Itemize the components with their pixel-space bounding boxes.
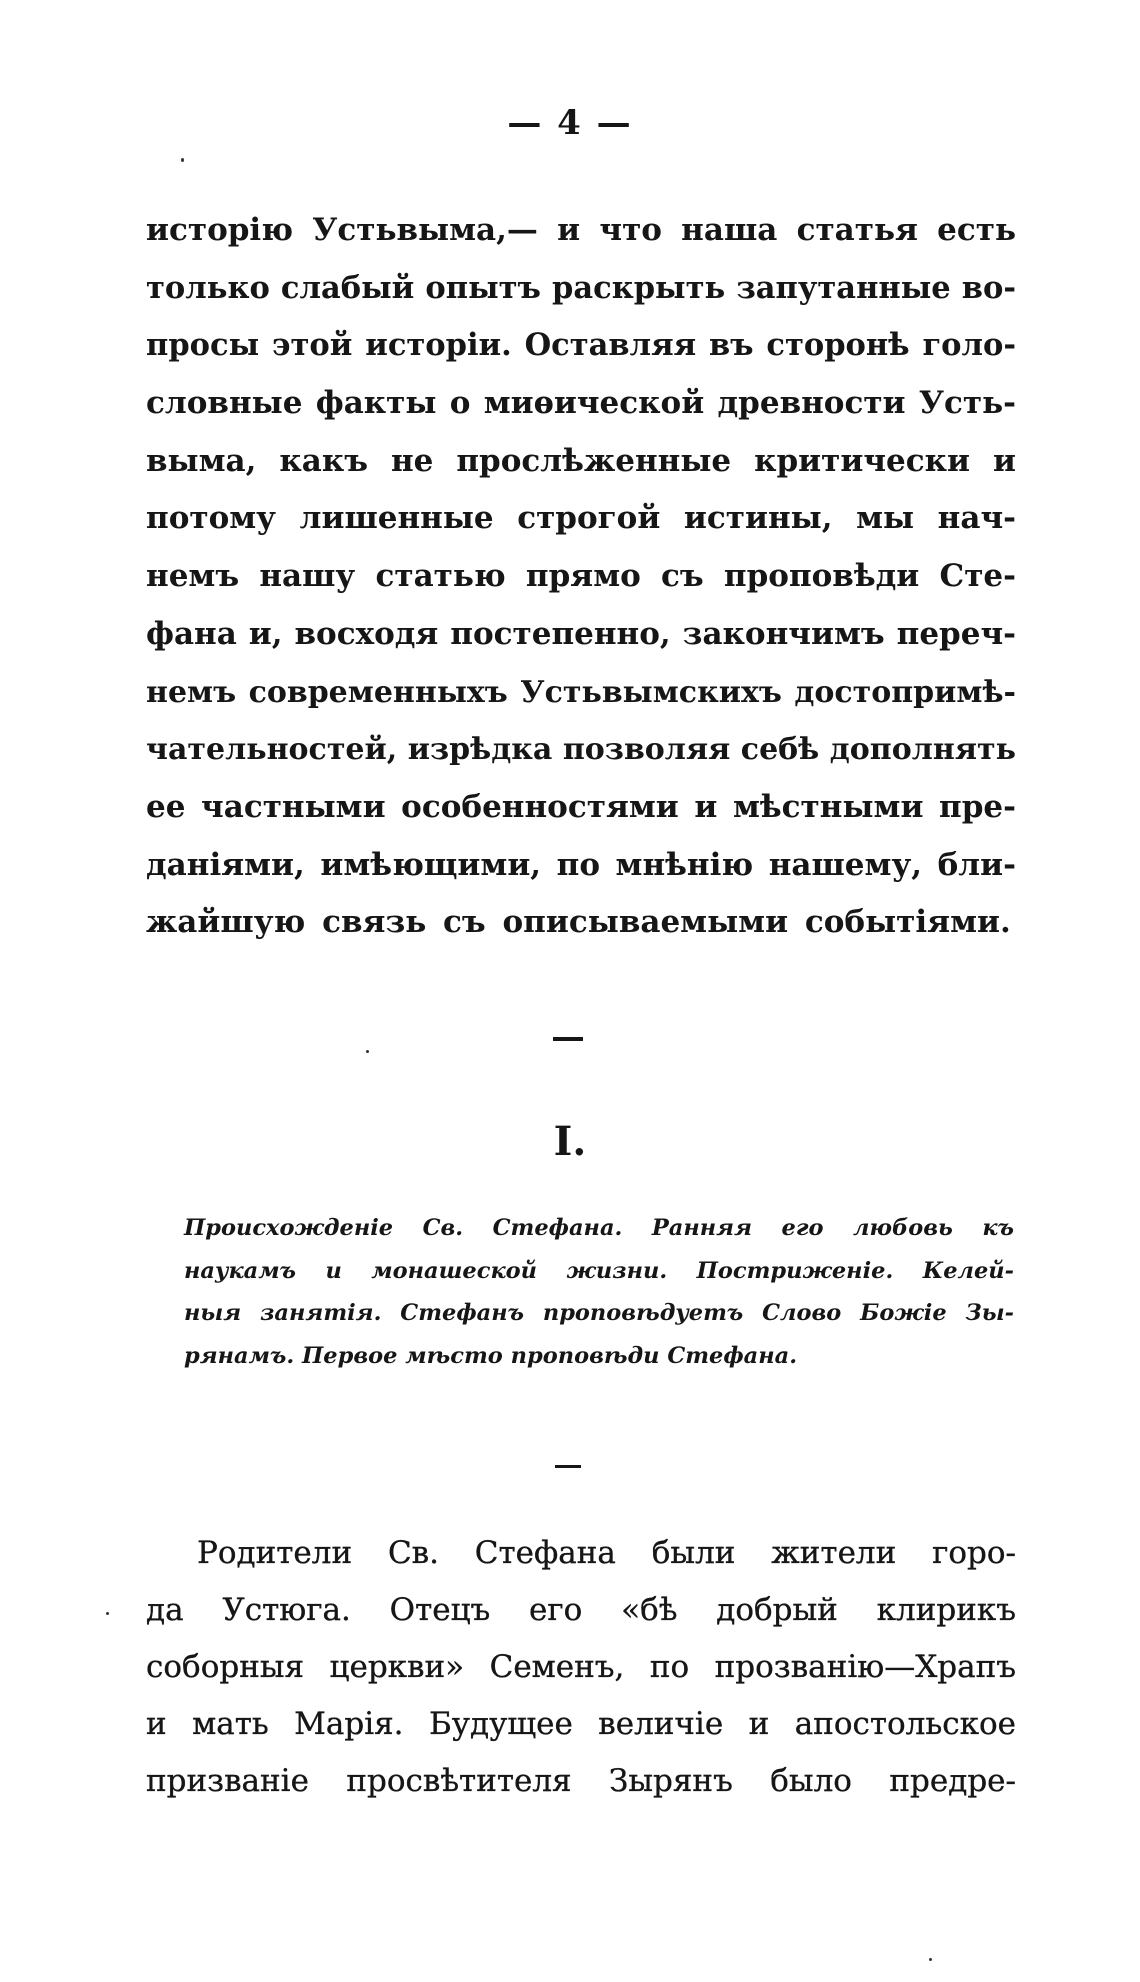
text-line: чательностей, изрѣдка позволяя себѣ дополнять: [146, 732, 1016, 768]
summary-line: ныя занятія. Стефанъ проповѣдуетъ Слово Божіе Зы-: [184, 1300, 1014, 1326]
body-paragraph: [146, 1525, 1016, 1810]
section-divider: [553, 1037, 583, 1041]
chapter-summary: [184, 1207, 1014, 1377]
summary-line: Происхожденіе Св. Стефана. Ранняя его любовь къ: [184, 1215, 1014, 1241]
summary-line: рянамъ. Первое мѣсто проповѣди Стефана.: [184, 1342, 798, 1369]
print-speck: [106, 1612, 109, 1615]
text-line: соборныя церкви» Семенъ, по прозванію—Храпъ: [146, 1649, 1016, 1685]
text-line: даніями, имѣющими, по мнѣнію нашему, бли-: [146, 846, 1016, 883]
print-speck: [929, 1958, 932, 1961]
intro-paragraph: [146, 202, 1016, 952]
text-line: призваніе просвѣтителя Зырянъ было предре-: [146, 1763, 1016, 1799]
text-line: исторію Устьвыма,— и что наша статья есть: [146, 212, 1016, 248]
text-line: просы этой исторіи. Оставляя въ сторонѣ голо-: [146, 327, 1016, 364]
section-divider: [555, 1465, 581, 1468]
text-line: немъ современныхъ Устьвымскихъ достопримѣ-: [146, 674, 1016, 710]
text-line: фана и, восходя постепенно, закончимъ переч-: [146, 615, 1016, 652]
text-line: только слабый опытъ раскрыть запутанные во-: [146, 269, 1016, 306]
text-line: жайшую связь съ описываемыми событіями.: [146, 904, 1011, 941]
summary-line: наукамъ и монашеской жизни. Постриженіе. Келей-: [184, 1257, 1014, 1284]
section-numeral: I.: [553, 1118, 587, 1165]
text-line: да Устюга. Отецъ его «бѣ добрый клирикъ: [146, 1592, 1016, 1628]
text-line: потому лишенные строгой истины, мы нач-: [146, 500, 1016, 537]
text-line: немъ нашу статью прямо съ проповѣди Сте-: [146, 558, 1016, 595]
text-line: и мать Марія. Будущее величіе и апостольское: [146, 1706, 1016, 1742]
page-number: — 4 —: [507, 103, 633, 143]
text-line: словные факты о миѳической древности Усть-: [146, 385, 1016, 422]
text-line: выма, какъ не прослѣженные критически и: [146, 442, 1016, 479]
text-line: ее частными особенностями и мѣстными пре-: [146, 788, 1016, 825]
print-speck: [181, 158, 184, 162]
print-speck: [366, 1050, 369, 1053]
text-line: Родители Св. Стефана были жители горо-: [197, 1535, 1016, 1571]
